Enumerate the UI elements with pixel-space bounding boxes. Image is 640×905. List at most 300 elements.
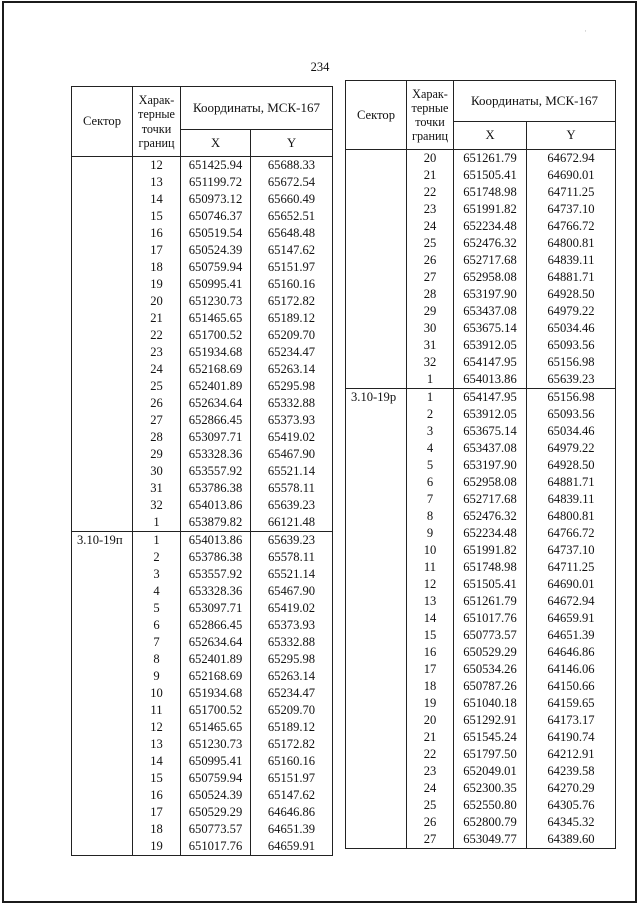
x-coordinate-cell: 651261.79 <box>454 150 527 168</box>
x-coordinate-cell: 652476.32 <box>454 508 527 525</box>
y-coordinate-cell: 65639.23 <box>251 497 333 514</box>
table-row <box>72 787 333 804</box>
point-number-cell: 23 <box>407 763 454 780</box>
point-number-cell: 20 <box>133 293 181 310</box>
table-row <box>72 480 333 497</box>
sector-cell <box>72 583 133 600</box>
point-number-cell: 4 <box>133 583 181 600</box>
x-coordinate-cell: 651700.52 <box>181 327 251 344</box>
x-coordinate-cell: 654013.86 <box>181 532 251 550</box>
x-coordinate-cell: 654147.95 <box>454 354 527 371</box>
sector-cell <box>346 252 407 269</box>
sector-cell <box>72 770 133 787</box>
point-number-cell: 31 <box>133 480 181 497</box>
point-number-cell: 27 <box>133 412 181 429</box>
sector-cell <box>72 787 133 804</box>
x-coordinate-cell: 651991.82 <box>454 201 527 218</box>
table-row <box>346 661 616 678</box>
sector-cell <box>72 344 133 361</box>
y-coordinate-cell: 65034.46 <box>527 320 616 337</box>
y-coordinate-cell: 65639.23 <box>251 532 333 550</box>
point-number-cell: 20 <box>407 150 454 168</box>
y-coordinate-cell: 64979.22 <box>527 440 616 457</box>
x-coordinate-cell: 651230.73 <box>181 736 251 753</box>
y-coordinate-cell: 64239.58 <box>527 763 616 780</box>
x-coordinate-cell: 650995.41 <box>181 276 251 293</box>
y-coordinate-cell: 65373.93 <box>251 617 333 634</box>
sector-cell <box>72 514 133 532</box>
point-number-cell: 18 <box>133 821 181 838</box>
table-row <box>346 542 616 559</box>
y-coordinate-cell: 64345.32 <box>527 814 616 831</box>
sector-cell <box>346 542 407 559</box>
y-coordinate-cell: 64839.11 <box>527 252 616 269</box>
x-coordinate-cell: 653328.36 <box>181 583 251 600</box>
y-coordinate-cell: 65688.33 <box>251 157 333 175</box>
x-coordinate-cell: 650973.12 <box>181 191 251 208</box>
y-coordinate-cell: 65672.54 <box>251 174 333 191</box>
x-coordinate-cell: 651934.68 <box>181 685 251 702</box>
y-coordinate-cell: 65648.48 <box>251 225 333 242</box>
x-coordinate-cell: 653557.92 <box>181 566 251 583</box>
point-number-cell: 15 <box>133 208 181 225</box>
sector-cell <box>72 310 133 327</box>
y-coordinate-cell: 64737.10 <box>527 542 616 559</box>
x-coordinate-cell: 652550.80 <box>454 797 527 814</box>
point-number-cell: 1 <box>133 532 181 550</box>
sector-cell <box>346 797 407 814</box>
x-coordinate-cell: 654013.86 <box>454 371 527 389</box>
x-coordinate-cell: 652717.68 <box>454 252 527 269</box>
point-number-cell: 13 <box>133 174 181 191</box>
point-number-cell: 17 <box>407 661 454 678</box>
y-coordinate-cell: 65419.02 <box>251 429 333 446</box>
x-coordinate-cell: 650529.29 <box>181 804 251 821</box>
table-row <box>346 423 616 440</box>
page-number: 234 <box>310 60 330 74</box>
y-coordinate-cell: 64881.71 <box>527 269 616 286</box>
sector-header: Сектор <box>346 81 407 150</box>
point-number-cell: 16 <box>133 787 181 804</box>
table-row <box>72 617 333 634</box>
y-coordinate-cell: 64146.06 <box>527 661 616 678</box>
x-coordinate-cell: 651748.98 <box>454 184 527 201</box>
y-coordinate-cell: 65295.98 <box>251 378 333 395</box>
point-number-cell: 5 <box>407 457 454 474</box>
sector-cell <box>72 412 133 429</box>
y-coordinate-cell: 65160.16 <box>251 753 333 770</box>
y-coordinate-cell: 64305.76 <box>527 797 616 814</box>
x-coordinate-cell: 652800.79 <box>454 814 527 831</box>
table-row <box>72 429 333 446</box>
y-coordinate-cell: 65295.98 <box>251 651 333 668</box>
table-row <box>346 201 616 218</box>
coordinates-header: Координаты, МСК-167 <box>454 81 616 122</box>
point-number-cell: 19 <box>133 276 181 293</box>
y-coordinate-cell: 65652.51 <box>251 208 333 225</box>
coordinates-table-right <box>345 80 616 849</box>
table-row <box>72 583 333 600</box>
x-coordinate-cell: 650787.26 <box>454 678 527 695</box>
y-coordinate-cell: 64672.94 <box>527 150 616 168</box>
point-number-cell: 21 <box>407 167 454 184</box>
y-coordinate-cell: 64766.72 <box>527 525 616 542</box>
x-coordinate-cell: 653437.08 <box>454 440 527 457</box>
y-coordinate-cell: 64150.66 <box>527 678 616 695</box>
point-number-cell: 18 <box>407 678 454 695</box>
y-coordinate-cell: 64651.39 <box>527 627 616 644</box>
x-coordinate-cell: 653097.71 <box>181 429 251 446</box>
table-row <box>346 235 616 252</box>
sector-cell <box>346 661 407 678</box>
point-number-cell: 22 <box>407 746 454 763</box>
y-coordinate-cell: 65151.97 <box>251 770 333 787</box>
point-number-cell: 9 <box>133 668 181 685</box>
point-number-cell: 3 <box>407 423 454 440</box>
sector-cell <box>72 395 133 412</box>
sector-cell <box>346 269 407 286</box>
x-coordinate-cell: 650773.57 <box>454 627 527 644</box>
table-row <box>346 644 616 661</box>
x-coordinate-cell: 650534.26 <box>454 661 527 678</box>
table-row <box>346 831 616 849</box>
sector-cell <box>346 406 407 423</box>
sector-cell <box>346 712 407 729</box>
point-number-cell: 28 <box>407 286 454 303</box>
table-row <box>346 712 616 729</box>
sector-cell <box>346 474 407 491</box>
table-row <box>72 719 333 736</box>
table-row <box>72 310 333 327</box>
y-coordinate-cell: 65578.11 <box>251 480 333 497</box>
table-row <box>346 525 616 542</box>
sector-cell <box>346 627 407 644</box>
sector-cell <box>72 821 133 838</box>
y-coordinate-cell: 64389.60 <box>527 831 616 849</box>
x-coordinate-cell: 650524.39 <box>181 242 251 259</box>
coordinates-table-left <box>71 86 333 856</box>
table-row <box>72 395 333 412</box>
table-row <box>346 627 616 644</box>
points-header: Харак-терные точки границ <box>133 87 181 157</box>
x-coordinate-cell: 652717.68 <box>454 491 527 508</box>
y-coordinate-cell: 64979.22 <box>527 303 616 320</box>
table-row <box>346 457 616 474</box>
sector-cell <box>72 668 133 685</box>
point-number-cell: 22 <box>407 184 454 201</box>
sector-cell <box>72 242 133 259</box>
y-coordinate-cell: 64659.91 <box>251 838 333 856</box>
y-coordinate-cell: 65467.90 <box>251 583 333 600</box>
x-coordinate-cell: 652234.48 <box>454 218 527 235</box>
point-number-cell: 15 <box>407 627 454 644</box>
table-row <box>72 225 333 242</box>
point-number-cell: 22 <box>133 327 181 344</box>
x-coordinate-cell: 651292.91 <box>454 712 527 729</box>
point-number-cell: 8 <box>407 508 454 525</box>
sector-cell: 3.10-19п <box>72 532 133 550</box>
table-row <box>72 293 333 310</box>
table-row <box>72 566 333 583</box>
x-coordinate-cell: 651748.98 <box>454 559 527 576</box>
points-header: Харак-терные точки границ <box>407 81 454 150</box>
sector-cell <box>72 259 133 276</box>
sector-cell <box>346 218 407 235</box>
table-row <box>72 361 333 378</box>
y-coordinate-cell: 65639.23 <box>527 371 616 389</box>
x-coordinate-cell: 653675.14 <box>454 320 527 337</box>
table-row <box>346 797 616 814</box>
sector-cell <box>72 736 133 753</box>
point-number-cell: 25 <box>407 797 454 814</box>
table-row <box>346 508 616 525</box>
sector-cell <box>72 463 133 480</box>
point-number-cell: 23 <box>133 344 181 361</box>
x-coordinate-cell: 651017.76 <box>181 838 251 856</box>
y-coordinate-cell: 64646.86 <box>527 644 616 661</box>
point-number-cell: 24 <box>133 361 181 378</box>
y-coordinate-cell: 65419.02 <box>251 600 333 617</box>
x-coordinate-cell: 653675.14 <box>454 423 527 440</box>
y-coordinate-cell: 65660.49 <box>251 191 333 208</box>
x-coordinate-cell: 653437.08 <box>454 303 527 320</box>
y-coordinate-cell: 64212.91 <box>527 746 616 763</box>
y-coordinate-cell: 65578.11 <box>251 549 333 566</box>
point-number-cell: 1 <box>133 514 181 532</box>
sector-cell <box>72 276 133 293</box>
x-coordinate-cell: 651465.65 <box>181 719 251 736</box>
x-coordinate-cell: 651230.73 <box>181 293 251 310</box>
y-coordinate-cell: 64839.11 <box>527 491 616 508</box>
sector-cell: 3.10-19р <box>346 389 407 407</box>
point-number-cell: 10 <box>407 542 454 559</box>
x-coordinate-cell: 650773.57 <box>181 821 251 838</box>
y-coordinate-cell: 65263.14 <box>251 668 333 685</box>
sector-cell <box>346 508 407 525</box>
sector-cell <box>346 559 407 576</box>
table-row <box>72 821 333 838</box>
x-coordinate-cell: 650519.54 <box>181 225 251 242</box>
table-row <box>72 446 333 463</box>
sector-cell <box>346 423 407 440</box>
point-number-cell: 10 <box>133 685 181 702</box>
scan-mark: · <box>584 26 587 36</box>
point-number-cell: 9 <box>407 525 454 542</box>
sector-cell <box>72 293 133 310</box>
sector-cell <box>346 201 407 218</box>
point-number-cell: 27 <box>407 831 454 849</box>
y-coordinate-cell: 65263.14 <box>251 361 333 378</box>
x-coordinate-cell: 653049.77 <box>454 831 527 849</box>
point-number-cell: 17 <box>133 804 181 821</box>
table-row <box>346 252 616 269</box>
table-row <box>346 593 616 610</box>
x-coordinate-cell: 652476.32 <box>454 235 527 252</box>
sector-cell <box>72 378 133 395</box>
x-coordinate-cell: 652866.45 <box>181 617 251 634</box>
point-number-cell: 12 <box>407 576 454 593</box>
sector-cell <box>72 157 133 175</box>
table-row <box>346 440 616 457</box>
x-coordinate-cell: 650524.39 <box>181 787 251 804</box>
y-coordinate-cell: 65151.97 <box>251 259 333 276</box>
x-coordinate-cell: 652634.64 <box>181 395 251 412</box>
table-row <box>346 286 616 303</box>
point-number-cell: 12 <box>133 157 181 175</box>
table-row <box>72 242 333 259</box>
y-coordinate-cell: 64800.81 <box>527 235 616 252</box>
y-coordinate-cell: 65234.47 <box>251 685 333 702</box>
sector-cell <box>72 651 133 668</box>
table-row <box>72 378 333 395</box>
x-coordinate-cell: 651934.68 <box>181 344 251 361</box>
table-row <box>72 532 333 550</box>
y-coordinate-cell: 64711.25 <box>527 559 616 576</box>
x-coordinate-cell: 653197.90 <box>454 286 527 303</box>
table-row <box>346 303 616 320</box>
table-row <box>346 218 616 235</box>
sector-cell <box>72 753 133 770</box>
table-row <box>346 610 616 627</box>
point-number-cell: 21 <box>407 729 454 746</box>
table-row <box>72 497 333 514</box>
sector-cell <box>72 174 133 191</box>
sector-cell <box>346 354 407 371</box>
sector-cell <box>346 167 407 184</box>
point-number-cell: 6 <box>407 474 454 491</box>
y-coordinate-cell: 65156.98 <box>527 354 616 371</box>
sector-cell <box>346 235 407 252</box>
sector-cell <box>72 327 133 344</box>
x-coordinate-cell: 651199.72 <box>181 174 251 191</box>
table-row <box>346 678 616 695</box>
point-number-cell: 24 <box>407 218 454 235</box>
point-number-cell: 16 <box>407 644 454 661</box>
sector-cell <box>346 457 407 474</box>
point-number-cell: 11 <box>407 559 454 576</box>
point-number-cell: 18 <box>133 259 181 276</box>
y-coordinate-cell: 65373.93 <box>251 412 333 429</box>
table-row <box>346 695 616 712</box>
point-number-cell: 19 <box>407 695 454 712</box>
y-coordinate-cell: 64928.50 <box>527 286 616 303</box>
table-row <box>72 634 333 651</box>
sector-cell <box>346 320 407 337</box>
sector-cell <box>346 440 407 457</box>
sector-cell <box>72 838 133 856</box>
point-number-cell: 31 <box>407 337 454 354</box>
table-row <box>346 729 616 746</box>
x-coordinate-cell: 650995.41 <box>181 753 251 770</box>
sector-cell <box>72 429 133 446</box>
y-coordinate-cell: 64690.01 <box>527 167 616 184</box>
point-number-cell: 26 <box>133 395 181 412</box>
table-row <box>72 208 333 225</box>
sector-cell <box>72 225 133 242</box>
table-row <box>346 576 616 593</box>
y-coordinate-cell: 65521.14 <box>251 566 333 583</box>
x-coordinate-cell: 653879.82 <box>181 514 251 532</box>
y-coordinate-cell: 65234.47 <box>251 344 333 361</box>
x-coordinate-cell: 652168.69 <box>181 668 251 685</box>
table-row <box>346 150 616 168</box>
table-row <box>72 753 333 770</box>
y-coordinate-cell: 64651.39 <box>251 821 333 838</box>
x-coordinate-cell: 652634.64 <box>181 634 251 651</box>
y-coordinate-cell: 65160.16 <box>251 276 333 293</box>
x-header: X <box>454 122 527 150</box>
sector-cell <box>72 804 133 821</box>
sector-cell <box>72 446 133 463</box>
point-number-cell: 26 <box>407 252 454 269</box>
sector-cell <box>72 361 133 378</box>
point-number-cell: 7 <box>133 634 181 651</box>
point-number-cell: 24 <box>407 780 454 797</box>
table-row <box>346 389 616 407</box>
sector-cell <box>346 780 407 797</box>
table-row <box>72 412 333 429</box>
y-coordinate-cell: 65189.12 <box>251 310 333 327</box>
x-coordinate-cell: 650759.94 <box>181 770 251 787</box>
y-coordinate-cell: 66121.48 <box>251 514 333 532</box>
sector-cell <box>72 497 133 514</box>
x-coordinate-cell: 652234.48 <box>454 525 527 542</box>
y-coordinate-cell: 65209.70 <box>251 702 333 719</box>
sector-cell <box>72 634 133 651</box>
sector-cell <box>346 831 407 849</box>
y-coordinate-cell: 64928.50 <box>527 457 616 474</box>
x-coordinate-cell: 653912.05 <box>454 337 527 354</box>
sector-cell <box>346 644 407 661</box>
point-number-cell: 29 <box>407 303 454 320</box>
y-coordinate-cell: 64690.01 <box>527 576 616 593</box>
table-row <box>72 702 333 719</box>
table-row <box>72 600 333 617</box>
table-row <box>72 327 333 344</box>
y-coordinate-cell: 65332.88 <box>251 395 333 412</box>
x-coordinate-cell: 653328.36 <box>181 446 251 463</box>
x-coordinate-cell: 651545.24 <box>454 729 527 746</box>
y-coordinate-cell: 65209.70 <box>251 327 333 344</box>
point-number-cell: 5 <box>133 600 181 617</box>
sector-cell <box>72 685 133 702</box>
sector-cell <box>346 150 407 168</box>
point-number-cell: 3 <box>133 566 181 583</box>
sector-cell <box>346 371 407 389</box>
point-number-cell: 13 <box>133 736 181 753</box>
table-row <box>72 770 333 787</box>
x-coordinate-cell: 651797.50 <box>454 746 527 763</box>
point-number-cell: 12 <box>133 719 181 736</box>
sector-cell <box>72 208 133 225</box>
x-coordinate-cell: 652401.89 <box>181 378 251 395</box>
y-coordinate-cell: 64159.65 <box>527 695 616 712</box>
table-row <box>72 276 333 293</box>
sector-cell <box>346 746 407 763</box>
y-coordinate-cell: 65467.90 <box>251 446 333 463</box>
table-row <box>72 685 333 702</box>
sector-cell <box>72 480 133 497</box>
point-number-cell: 14 <box>133 753 181 770</box>
y-coordinate-cell: 64737.10 <box>527 201 616 218</box>
y-coordinate-cell: 65156.98 <box>527 389 616 407</box>
sector-cell <box>346 814 407 831</box>
x-coordinate-cell: 652866.45 <box>181 412 251 429</box>
y-coordinate-cell: 64646.86 <box>251 804 333 821</box>
y-coordinate-cell: 65093.56 <box>527 337 616 354</box>
x-coordinate-cell: 654147.95 <box>454 389 527 407</box>
sector-cell <box>346 286 407 303</box>
